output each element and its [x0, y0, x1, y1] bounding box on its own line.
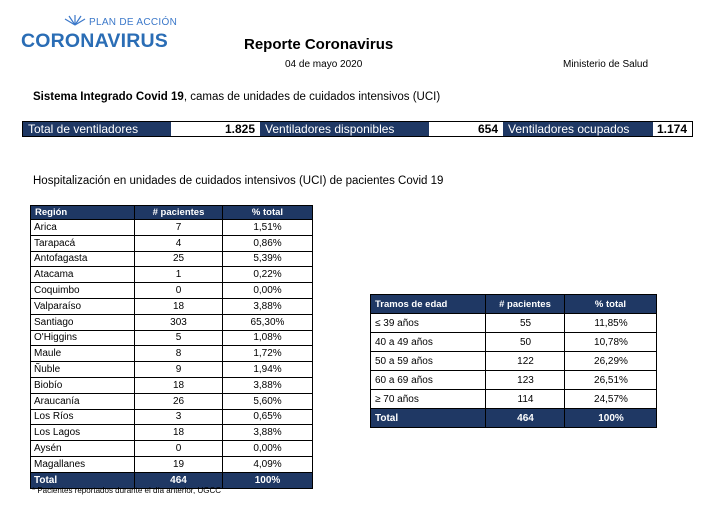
header-age-range: Tramos de edad: [371, 295, 486, 314]
cell-label: 40 a 49 años: [371, 333, 486, 352]
header-age-percent: % total: [565, 295, 657, 314]
region-row: [31, 330, 313, 346]
cell-label: Aysén: [31, 441, 135, 457]
cell-label: Los Ríos: [31, 409, 135, 425]
total-ventilators-label: Total de ventiladores: [23, 122, 171, 136]
cell-patients: 9: [135, 362, 223, 378]
age-group-row: [371, 390, 657, 409]
region-table-header: [31, 206, 313, 220]
cell-percent: 26,29%: [565, 352, 657, 371]
cell-patients: 0: [135, 283, 223, 299]
cell-label: Coquimbo: [31, 283, 135, 299]
cell-label: Valparaíso: [31, 298, 135, 314]
region-row: [31, 314, 313, 330]
cell-patients: 18: [135, 377, 223, 393]
cell-label: 60 a 69 años: [371, 371, 486, 390]
total-row: [371, 409, 657, 428]
cell-percent: 0,00%: [223, 283, 313, 299]
cell-percent: 1,94%: [223, 362, 313, 378]
cell-percent: 5,39%: [223, 251, 313, 267]
cell-percent: 3,88%: [223, 377, 313, 393]
cell-label: Los Lagos: [31, 425, 135, 441]
cell-patients: 18: [135, 425, 223, 441]
hospitalization-title: Hospitalización en unidades de cuidados intensivos (UCI) de pacientes Covid 19: [33, 175, 444, 187]
header-patients: # pacientes: [135, 206, 223, 220]
cell-percent: 3,88%: [223, 298, 313, 314]
cell-patients: 19: [135, 456, 223, 472]
cell-label: O'Higgins: [31, 330, 135, 346]
cell-percent: 26,51%: [565, 371, 657, 390]
cell-patients: 18: [135, 298, 223, 314]
cell-percent: 1,08%: [223, 330, 313, 346]
available-ventilators-label: Ventiladores disponibles: [260, 122, 429, 136]
cell-label: Ñuble: [31, 362, 135, 378]
section-subtitle: [33, 91, 440, 103]
region-row: [31, 346, 313, 362]
total-label: Total: [371, 409, 486, 428]
cell-patients: 0: [135, 441, 223, 457]
age-group-row: [371, 371, 657, 390]
total-patients: 464: [486, 409, 565, 428]
cell-label: Magallanes: [31, 456, 135, 472]
ministry-label: Ministerio de Salud: [563, 59, 649, 70]
age-group-row: [371, 333, 657, 352]
region-row: [31, 251, 313, 267]
age-group-table: [370, 294, 657, 428]
region-row: [31, 298, 313, 314]
plan-de-accion-logo-icon: [64, 13, 86, 26]
cell-label: 50 a 59 años: [371, 352, 486, 371]
cell-label: ≤ 39 años: [371, 314, 486, 333]
total-patients: 464: [135, 472, 223, 488]
cell-label: Biobío: [31, 377, 135, 393]
cell-percent: 3,88%: [223, 425, 313, 441]
region-row: [31, 267, 313, 283]
region-row: [31, 456, 313, 472]
footnote: * Pacientes reportados durante el día anterior, UGCC: [32, 486, 221, 495]
cell-patients: 55: [486, 314, 565, 333]
cell-label: Maule: [31, 346, 135, 362]
cell-patients: 26: [135, 393, 223, 409]
region-row: [31, 362, 313, 378]
cell-percent: 65,30%: [223, 314, 313, 330]
region-row: [31, 235, 313, 251]
cell-label: Arica: [31, 220, 135, 236]
cell-patients: 50: [486, 333, 565, 352]
cell-percent: 0,00%: [223, 441, 313, 457]
region-row: [31, 377, 313, 393]
occupied-ventilators-value: 1.174: [653, 122, 692, 136]
cell-patients: 5: [135, 330, 223, 346]
cell-patients: 8: [135, 346, 223, 362]
cell-patients: 1: [135, 267, 223, 283]
cell-label: Atacama: [31, 267, 135, 283]
region-row: [31, 220, 313, 236]
subtitle-rest: , camas de unidades de cuidados intensivos (UCI): [183, 91, 441, 103]
region-row: [31, 393, 313, 409]
cell-patients: 25: [135, 251, 223, 267]
total-label: Total: [31, 472, 135, 488]
cell-patients: 114: [486, 390, 565, 409]
cell-percent: 24,57%: [565, 390, 657, 409]
total-percent: 100%: [565, 409, 657, 428]
cell-label: Antofagasta: [31, 251, 135, 267]
cell-patients: 122: [486, 352, 565, 371]
cell-percent: 10,78%: [565, 333, 657, 352]
cell-percent: 11,85%: [565, 314, 657, 333]
region-row: [31, 409, 313, 425]
available-ventilators-value: 654: [429, 122, 503, 136]
ventilator-summary-bar: [22, 121, 693, 137]
cell-percent: 4,09%: [223, 456, 313, 472]
cell-percent: 0,86%: [223, 235, 313, 251]
cell-patients: 3: [135, 409, 223, 425]
age-table-header: [371, 295, 657, 314]
region-row: [31, 425, 313, 441]
logo-wordmark: CORONAVIRUS: [21, 30, 169, 52]
header-region: Región: [31, 206, 135, 220]
region-row: [31, 283, 313, 299]
cell-percent: 5,60%: [223, 393, 313, 409]
cell-percent: 0,65%: [223, 409, 313, 425]
header-percent: % total: [223, 206, 313, 220]
cell-label: ≥ 70 años: [371, 390, 486, 409]
cell-patients: 303: [135, 314, 223, 330]
age-group-row: [371, 314, 657, 333]
header-age-patients: # pacientes: [486, 295, 565, 314]
subtitle-bold: Sistema Integrado Covid 19: [33, 91, 184, 103]
region-row: [31, 441, 313, 457]
cell-percent: 0,22%: [223, 267, 313, 283]
total-ventilators-value: 1.825: [171, 122, 260, 136]
age-group-row: [371, 352, 657, 371]
logo-tagline: PLAN DE ACCIÓN: [89, 17, 178, 28]
cell-label: Tarapacá: [31, 235, 135, 251]
cell-percent: 1,51%: [223, 220, 313, 236]
cell-percent: 1,72%: [223, 346, 313, 362]
cell-label: Araucanía: [31, 393, 135, 409]
cell-patients: 4: [135, 235, 223, 251]
report-date: 04 de mayo 2020: [285, 59, 363, 70]
occupied-ventilators-label: Ventiladores ocupados: [503, 122, 653, 136]
total-percent: 100%: [223, 472, 313, 488]
cell-patients: 123: [486, 371, 565, 390]
region-table: [30, 205, 313, 489]
page-title: Reporte Coronavirus: [244, 36, 394, 53]
cell-patients: 7: [135, 220, 223, 236]
cell-label: Santiago: [31, 314, 135, 330]
